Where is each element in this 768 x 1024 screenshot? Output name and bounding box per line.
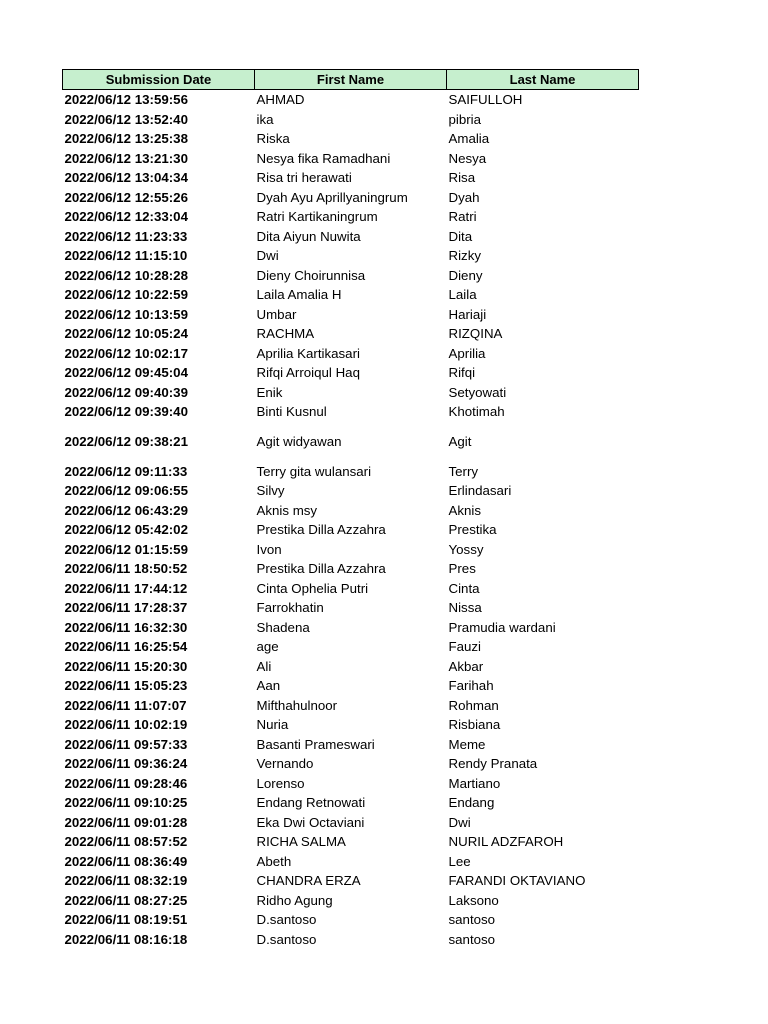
- cell-first-name[interactable]: RICHA SALMA: [256, 834, 346, 849]
- spreadsheet: [62, 69, 638, 949]
- table-row: [63, 481, 639, 501]
- cell-first-name[interactable]: Dwi: [256, 248, 279, 263]
- table-row: [63, 246, 639, 266]
- cell-submission-date[interactable]: 2022/06/12 10:13:59: [64, 306, 188, 322]
- cell-first-name[interactable]: Risa tri herawati: [256, 170, 352, 185]
- table-row: [63, 462, 639, 482]
- header-submission-date[interactable]: Submission Date: [63, 70, 255, 90]
- table-body: [63, 90, 639, 950]
- table-row: [63, 676, 639, 696]
- cell-first-name[interactable]: Dita Aiyun Nuwita: [256, 228, 361, 244]
- cell-first-name[interactable]: Nesya fika Ramadhani: [256, 150, 391, 166]
- table-row: [63, 422, 639, 462]
- cell-first-name[interactable]: CHANDRA ERZA: [256, 873, 361, 888]
- cell-submission-date[interactable]: 2022/06/12 05:42:02: [64, 522, 188, 537]
- table-row: [63, 402, 639, 422]
- cell-last-name[interactable]: Erlindasari: [448, 483, 512, 498]
- table-row: [63, 637, 639, 657]
- table-row: [63, 559, 639, 579]
- cell-last-name[interactable]: Rizky: [448, 248, 482, 263]
- cell-first-name[interactable]: Enik: [256, 384, 283, 400]
- table-row: [63, 90, 639, 110]
- table-row: [63, 344, 639, 364]
- cell-submission-date[interactable]: 2022/06/12 06:43:29: [64, 502, 188, 518]
- cell-last-name[interactable]: Cinta: [448, 580, 480, 596]
- table-row: [63, 149, 639, 169]
- table-row: [63, 285, 639, 305]
- cell-first-name[interactable]: age: [256, 639, 279, 654]
- cell-first-name[interactable]: Dieny Choirunnisa: [256, 267, 366, 283]
- table-row: [63, 618, 639, 638]
- cell-last-name[interactable]: Aprilia: [448, 345, 486, 361]
- cell-first-name[interactable]: Prestika Dilla Azzahra: [256, 561, 386, 576]
- cell-submission-date[interactable]: 2022/06/12 09:45:04: [64, 365, 188, 380]
- cell-submission-date[interactable]: 2022/06/12 11:23:33: [64, 228, 188, 244]
- cell-submission-date[interactable]: 2022/06/11 08:19:51: [64, 912, 188, 927]
- cell-last-name[interactable]: Amalia: [448, 131, 490, 146]
- cell-last-name[interactable]: RIZQINA: [448, 326, 503, 341]
- cell-first-name[interactable]: Ridho Agung: [256, 892, 333, 908]
- table-row: [63, 657, 639, 677]
- cell-submission-date[interactable]: 2022/06/12 10:02:17: [64, 345, 188, 361]
- table-row: [63, 774, 639, 794]
- table-row: [63, 501, 639, 521]
- cell-submission-date[interactable]: 2022/06/11 08:32:19: [64, 873, 188, 888]
- cell-last-name[interactable]: Risbiana: [448, 717, 501, 732]
- cell-last-name[interactable]: Terry: [448, 463, 479, 479]
- cell-first-name[interactable]: Agit widyawan: [256, 433, 342, 449]
- table-row: [63, 930, 639, 950]
- table-row: [63, 324, 639, 344]
- cell-submission-date[interactable]: 2022/06/12 09:11:33: [64, 463, 188, 479]
- table-row: [63, 813, 639, 833]
- header-first-name[interactable]: First Name: [255, 70, 447, 90]
- cell-last-name[interactable]: Agit: [448, 433, 472, 449]
- cell-last-name[interactable]: Rifqi: [448, 365, 476, 380]
- cell-last-name[interactable]: Laila: [448, 287, 477, 302]
- cell-last-name[interactable]: Dyah: [448, 189, 480, 205]
- cell-submission-date[interactable]: 2022/06/11 09:28:46: [64, 775, 188, 791]
- cell-first-name[interactable]: Aknis msy: [256, 502, 318, 518]
- cell-submission-date[interactable]: 2022/06/11 09:01:28: [64, 814, 188, 830]
- cell-last-name[interactable]: NURIL ADZFAROH: [448, 834, 564, 849]
- cell-last-name[interactable]: santoso: [448, 912, 496, 927]
- cell-last-name[interactable]: Akbar: [448, 658, 484, 674]
- cell-first-name[interactable]: Rifqi Arroiqul Haq: [256, 365, 360, 380]
- cell-last-name[interactable]: pibria: [448, 111, 482, 127]
- cell-last-name[interactable]: SAIFULLOH: [448, 92, 523, 107]
- cell-last-name[interactable]: Risa: [448, 170, 476, 185]
- cell-last-name[interactable]: Meme: [448, 736, 486, 752]
- cell-first-name[interactable]: Ivon: [256, 541, 282, 557]
- table-row: [63, 363, 639, 383]
- cell-submission-date[interactable]: 2022/06/12 10:05:24: [64, 326, 188, 341]
- cell-submission-date[interactable]: 2022/06/12 12:55:26: [64, 189, 188, 205]
- table-row: [63, 910, 639, 930]
- cell-submission-date[interactable]: 2022/06/11 08:16:18: [64, 931, 188, 947]
- cell-last-name[interactable]: Hariaji: [448, 306, 487, 322]
- cell-first-name[interactable]: Nuria: [256, 717, 289, 732]
- cell-submission-date[interactable]: 2022/06/12 09:39:40: [64, 404, 188, 419]
- table-row: [63, 207, 639, 227]
- cell-first-name[interactable]: D.santoso: [256, 931, 317, 947]
- cell-first-name[interactable]: Mifthahulnoor: [256, 697, 338, 713]
- cell-first-name[interactable]: Basanti Prameswari: [256, 736, 375, 752]
- cell-submission-date[interactable]: 2022/06/12 13:04:34: [64, 170, 188, 185]
- cell-first-name[interactable]: Lorenso: [256, 775, 305, 791]
- cell-last-name[interactable]: Nissa: [448, 600, 482, 615]
- cell-first-name[interactable]: Silvy: [256, 483, 285, 498]
- cell-last-name[interactable]: Yossy: [448, 541, 484, 557]
- cell-submission-date[interactable]: 2022/06/11 15:20:30: [64, 658, 188, 674]
- cell-last-name[interactable]: Farihah: [448, 678, 494, 693]
- cell-last-name[interactable]: Rendy Pranata: [448, 756, 538, 771]
- cell-last-name[interactable]: Rohman: [448, 697, 499, 713]
- cell-first-name[interactable]: Eka Dwi Octaviani: [256, 814, 365, 830]
- cell-first-name[interactable]: Dyah Ayu Aprillyaningrum: [256, 189, 408, 205]
- cell-last-name[interactable]: santoso: [448, 931, 496, 947]
- table-row: [63, 598, 639, 618]
- table-row: [63, 754, 639, 774]
- cell-last-name[interactable]: Nesya: [448, 150, 487, 166]
- cell-last-name[interactable]: Laksono: [448, 892, 499, 908]
- cell-submission-date[interactable]: 2022/06/11 10:02:19: [64, 717, 188, 732]
- cell-submission-date[interactable]: 2022/06/11 08:27:25: [64, 892, 188, 908]
- cell-last-name[interactable]: Pres: [448, 561, 476, 576]
- cell-last-name[interactable]: Dieny: [448, 267, 483, 283]
- cell-submission-date[interactable]: 2022/06/11 16:32:30: [64, 619, 188, 635]
- cell-submission-date[interactable]: 2022/06/12 09:06:55: [64, 483, 188, 498]
- cell-last-name[interactable]: Dwi: [448, 814, 471, 830]
- cell-first-name[interactable]: Riska: [256, 131, 290, 146]
- header-row: [63, 70, 639, 90]
- table-row: [63, 871, 639, 891]
- cell-last-name[interactable]: Pramudia wardani: [448, 619, 556, 635]
- cell-submission-date[interactable]: 2022/06/12 09:38:21: [64, 433, 188, 449]
- cell-first-name[interactable]: Laila Amalia H: [256, 287, 342, 302]
- table-row: [63, 520, 639, 540]
- cell-first-name[interactable]: Abeth: [256, 853, 292, 869]
- cell-last-name[interactable]: Martiano: [448, 775, 501, 791]
- cell-submission-date[interactable]: 2022/06/12 13:21:30: [64, 150, 188, 166]
- table-row: [63, 266, 639, 286]
- cell-first-name[interactable]: Aprilia Kartikasari: [256, 345, 360, 361]
- cell-submission-date[interactable]: 2022/06/12 13:25:38: [64, 131, 188, 146]
- table-row: [63, 832, 639, 852]
- table-row: [63, 715, 639, 735]
- table-row: [63, 305, 639, 325]
- cell-first-name[interactable]: Endang Retnowati: [256, 795, 366, 810]
- cell-first-name[interactable]: Shadena: [256, 619, 310, 635]
- cell-submission-date[interactable]: 2022/06/12 13:52:40: [64, 111, 188, 127]
- cell-submission-date[interactable]: 2022/06/12 10:28:28: [64, 267, 188, 283]
- cell-first-name[interactable]: Ali: [256, 658, 272, 674]
- cell-submission-date[interactable]: 2022/06/11 09:36:24: [64, 756, 188, 771]
- cell-last-name[interactable]: FARANDI OKTAVIANO: [448, 873, 586, 888]
- cell-submission-date[interactable]: 2022/06/11 18:50:52: [64, 561, 188, 576]
- cell-first-name[interactable]: Vernando: [256, 756, 314, 771]
- cell-first-name[interactable]: RACHMA: [256, 326, 315, 341]
- cell-last-name[interactable]: Prestika: [448, 522, 497, 537]
- table-row: [63, 696, 639, 716]
- cell-submission-date[interactable]: 2022/06/12 12:33:04: [64, 209, 188, 224]
- cell-submission-date[interactable]: 2022/06/11 15:05:23: [64, 678, 188, 693]
- cell-first-name[interactable]: Ratri Kartikaningrum: [256, 209, 378, 224]
- table-row: [63, 735, 639, 755]
- table-row: [63, 540, 639, 560]
- cell-submission-date[interactable]: 2022/06/11 09:57:33: [64, 736, 188, 752]
- cell-submission-date[interactable]: 2022/06/11 08:57:52: [64, 834, 188, 849]
- cell-last-name[interactable]: Dita: [448, 228, 473, 244]
- cell-last-name[interactable]: Endang: [448, 795, 495, 810]
- cell-first-name[interactable]: Binti Kusnul: [256, 404, 327, 419]
- table-row: [63, 852, 639, 872]
- table-row: [63, 168, 639, 188]
- table-row: [63, 227, 639, 247]
- cell-submission-date[interactable]: 2022/06/12 11:15:10: [64, 248, 188, 263]
- cell-first-name[interactable]: Farrokhatin: [256, 600, 324, 615]
- table-row: [63, 188, 639, 208]
- cell-submission-date[interactable]: 2022/06/12 09:40:39: [64, 384, 188, 400]
- submissions-table: [62, 69, 639, 949]
- cell-first-name[interactable]: AHMAD: [256, 92, 305, 107]
- cell-submission-date[interactable]: 2022/06/11 17:44:12: [64, 580, 188, 596]
- cell-submission-date[interactable]: 2022/06/11 17:28:37: [64, 600, 188, 615]
- cell-submission-date[interactable]: 2022/06/12 01:15:59: [64, 541, 188, 557]
- cell-first-name[interactable]: Terry gita wulansari: [256, 463, 372, 479]
- cell-submission-date[interactable]: 2022/06/11 16:25:54: [64, 639, 188, 654]
- table-row: [63, 383, 639, 403]
- cell-submission-date[interactable]: 2022/06/11 11:07:07: [64, 697, 187, 713]
- cell-last-name[interactable]: Setyowati: [448, 384, 507, 400]
- cell-first-name[interactable]: Aan: [256, 678, 281, 693]
- table-row: [63, 891, 639, 911]
- cell-last-name[interactable]: Ratri: [448, 209, 477, 224]
- cell-submission-date[interactable]: 2022/06/12 10:22:59: [64, 287, 188, 302]
- table-row: [63, 110, 639, 130]
- cell-submission-date[interactable]: 2022/06/12 13:59:56: [64, 92, 188, 107]
- table-row: [63, 579, 639, 599]
- cell-submission-date[interactable]: 2022/06/11 09:10:25: [64, 795, 188, 810]
- cell-first-name[interactable]: Prestika Dilla Azzahra: [256, 522, 386, 537]
- cell-last-name[interactable]: Khotimah: [448, 404, 505, 419]
- table-row: [63, 793, 639, 813]
- header-last-name[interactable]: Last Name: [447, 70, 639, 90]
- cell-last-name[interactable]: Lee: [448, 853, 471, 869]
- table-row: [63, 129, 639, 149]
- cell-last-name[interactable]: Aknis: [448, 502, 482, 518]
- cell-first-name[interactable]: ika: [256, 111, 274, 127]
- cell-last-name[interactable]: Fauzi: [448, 639, 482, 654]
- cell-first-name[interactable]: Umbar: [256, 306, 297, 322]
- cell-first-name[interactable]: Cinta Ophelia Putri: [256, 580, 369, 596]
- cell-first-name[interactable]: D.santoso: [256, 912, 317, 927]
- cell-submission-date[interactable]: 2022/06/11 08:36:49: [64, 853, 188, 869]
